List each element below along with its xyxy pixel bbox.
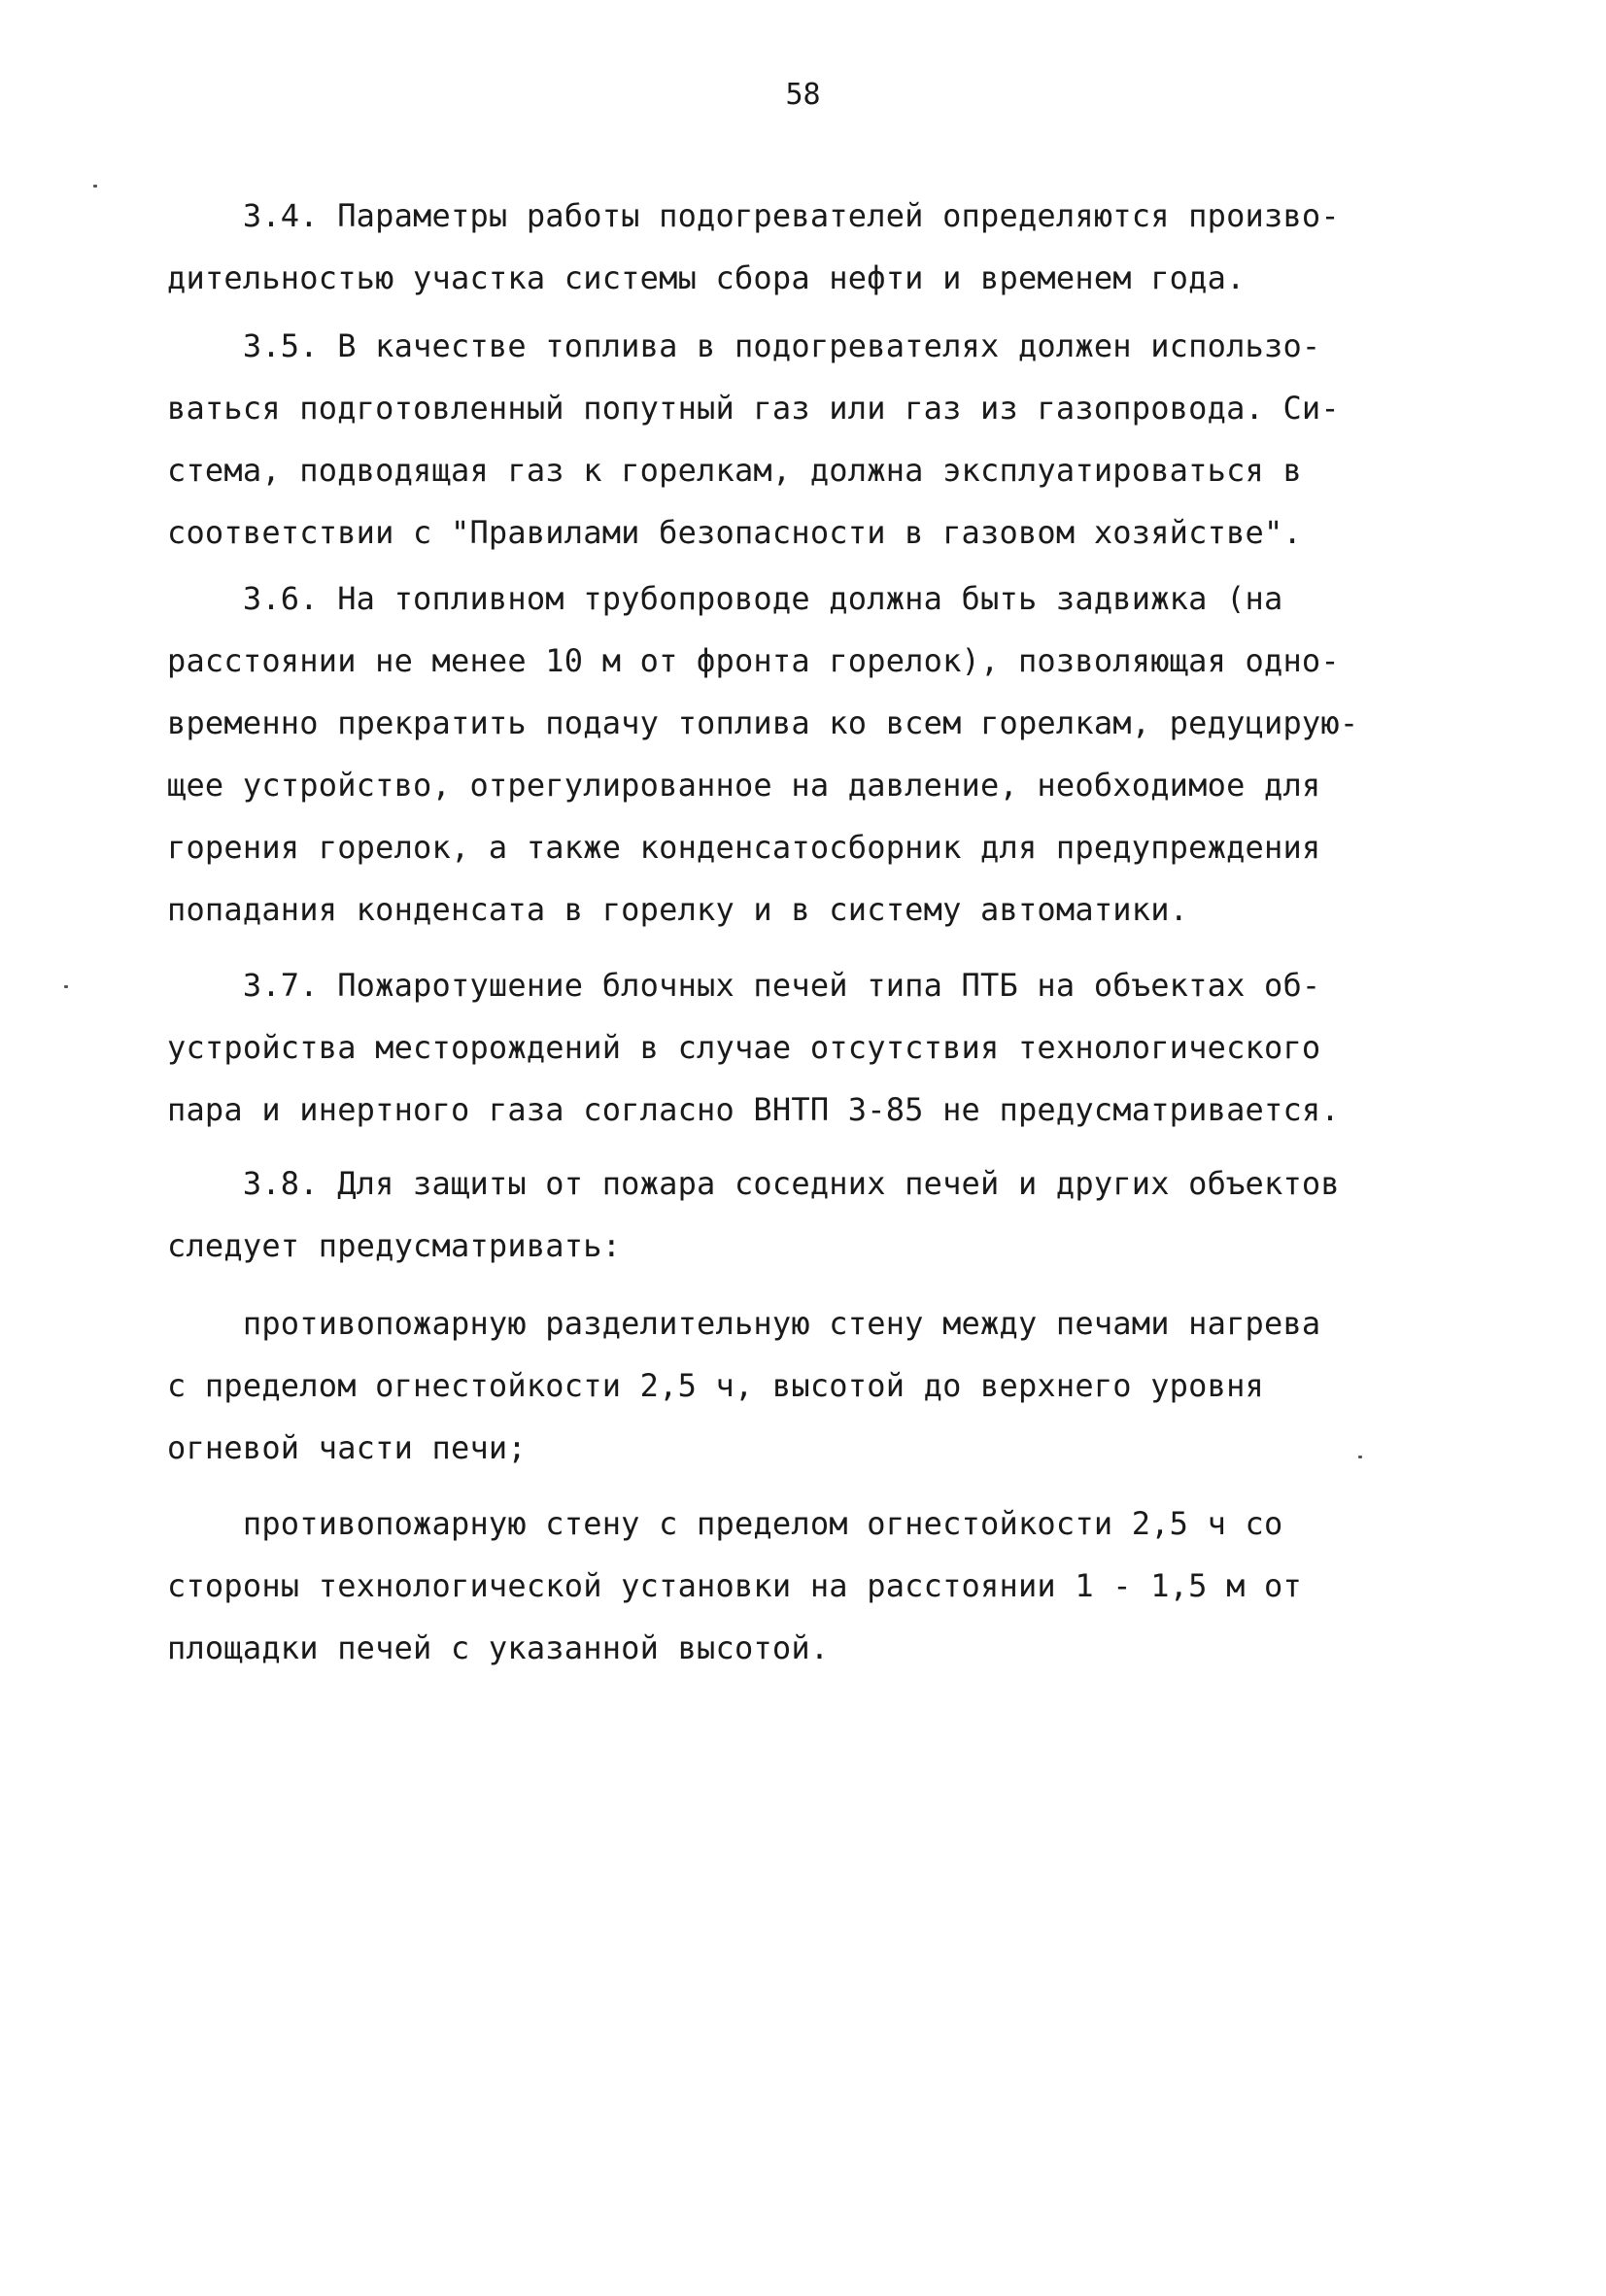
- text-line: 3.8. Для защиты от пожара соседних печей и других объектов: [167, 1165, 1340, 1202]
- text-line: 3.6. На топливном трубопроводе должна быть задвижка (на: [167, 580, 1283, 617]
- text-line: ваться подготовленный попутный газ или газ из газопровода. Си-: [167, 390, 1340, 427]
- page-number: 58: [785, 78, 821, 112]
- scan-speck: [93, 185, 97, 188]
- paragraph-3-7: [167, 954, 1391, 1141]
- scan-speck: [1358, 1456, 1362, 1458]
- text-line: с пределом огнестойкости 2,5 ч, высотой до верхнего уровня: [167, 1367, 1265, 1404]
- text-line: стема, подводящая газ к горелкам, должна эксплуатироваться в: [167, 452, 1302, 489]
- text-line: 3.5. В качестве топлива в подогревателях должен использо-: [167, 327, 1321, 364]
- list-item-separating-wall: [167, 1292, 1391, 1479]
- text-line: противопожарную разделительную стену между печами нагрева: [167, 1305, 1321, 1342]
- paragraph-3-8: [167, 1152, 1391, 1277]
- text-line: противопожарную стену с пределом огнестойкости 2,5 ч со: [167, 1505, 1283, 1542]
- text-line: расстоянии не менее 10 м от фронта горелок), позволяющая одно-: [167, 642, 1340, 679]
- text-line: пара и инертного газа согласно ВНТП 3-85 не предусматривается.: [167, 1091, 1340, 1128]
- text-line: соответствии с "Правилами безопасности в газовом хозяйстве".: [167, 514, 1302, 551]
- text-line: дительностью участка системы сбора нефти и временем года.: [167, 259, 1246, 296]
- text-line: временно прекратить подачу топлива ко всем горелкам, редуцирую-: [167, 704, 1359, 741]
- text-line: попадания конденсата в горелку и в систему автоматики.: [167, 891, 1189, 928]
- paragraph-3-4: [167, 185, 1391, 309]
- list-item-fire-wall: [167, 1492, 1391, 1679]
- text-line: щее устройство, отрегулированное на давление, необходимое для: [167, 767, 1321, 804]
- text-line: следует предусматривать:: [167, 1227, 622, 1264]
- text-line: горения горелок, а также конденсатосборник для предупреждения: [167, 829, 1321, 866]
- scan-speck: [64, 985, 68, 988]
- paragraph-3-5: [167, 315, 1391, 564]
- paragraph-3-6: [167, 567, 1391, 941]
- text-line: площадки печей с указанной высотой.: [167, 1629, 830, 1666]
- text-line: 3.4. Параметры работы подогревателей определяются произво-: [167, 197, 1340, 234]
- text-line: огневой части печи;: [167, 1429, 527, 1466]
- text-line: устройства месторождений в случае отсутствия технологического: [167, 1029, 1321, 1066]
- text-line: 3.7. Пожаротушение блочных печей типа ПТБ на объектах об-: [167, 967, 1321, 1004]
- text-line: стороны технологической установки на расстоянии 1 - 1,5 м от: [167, 1567, 1302, 1604]
